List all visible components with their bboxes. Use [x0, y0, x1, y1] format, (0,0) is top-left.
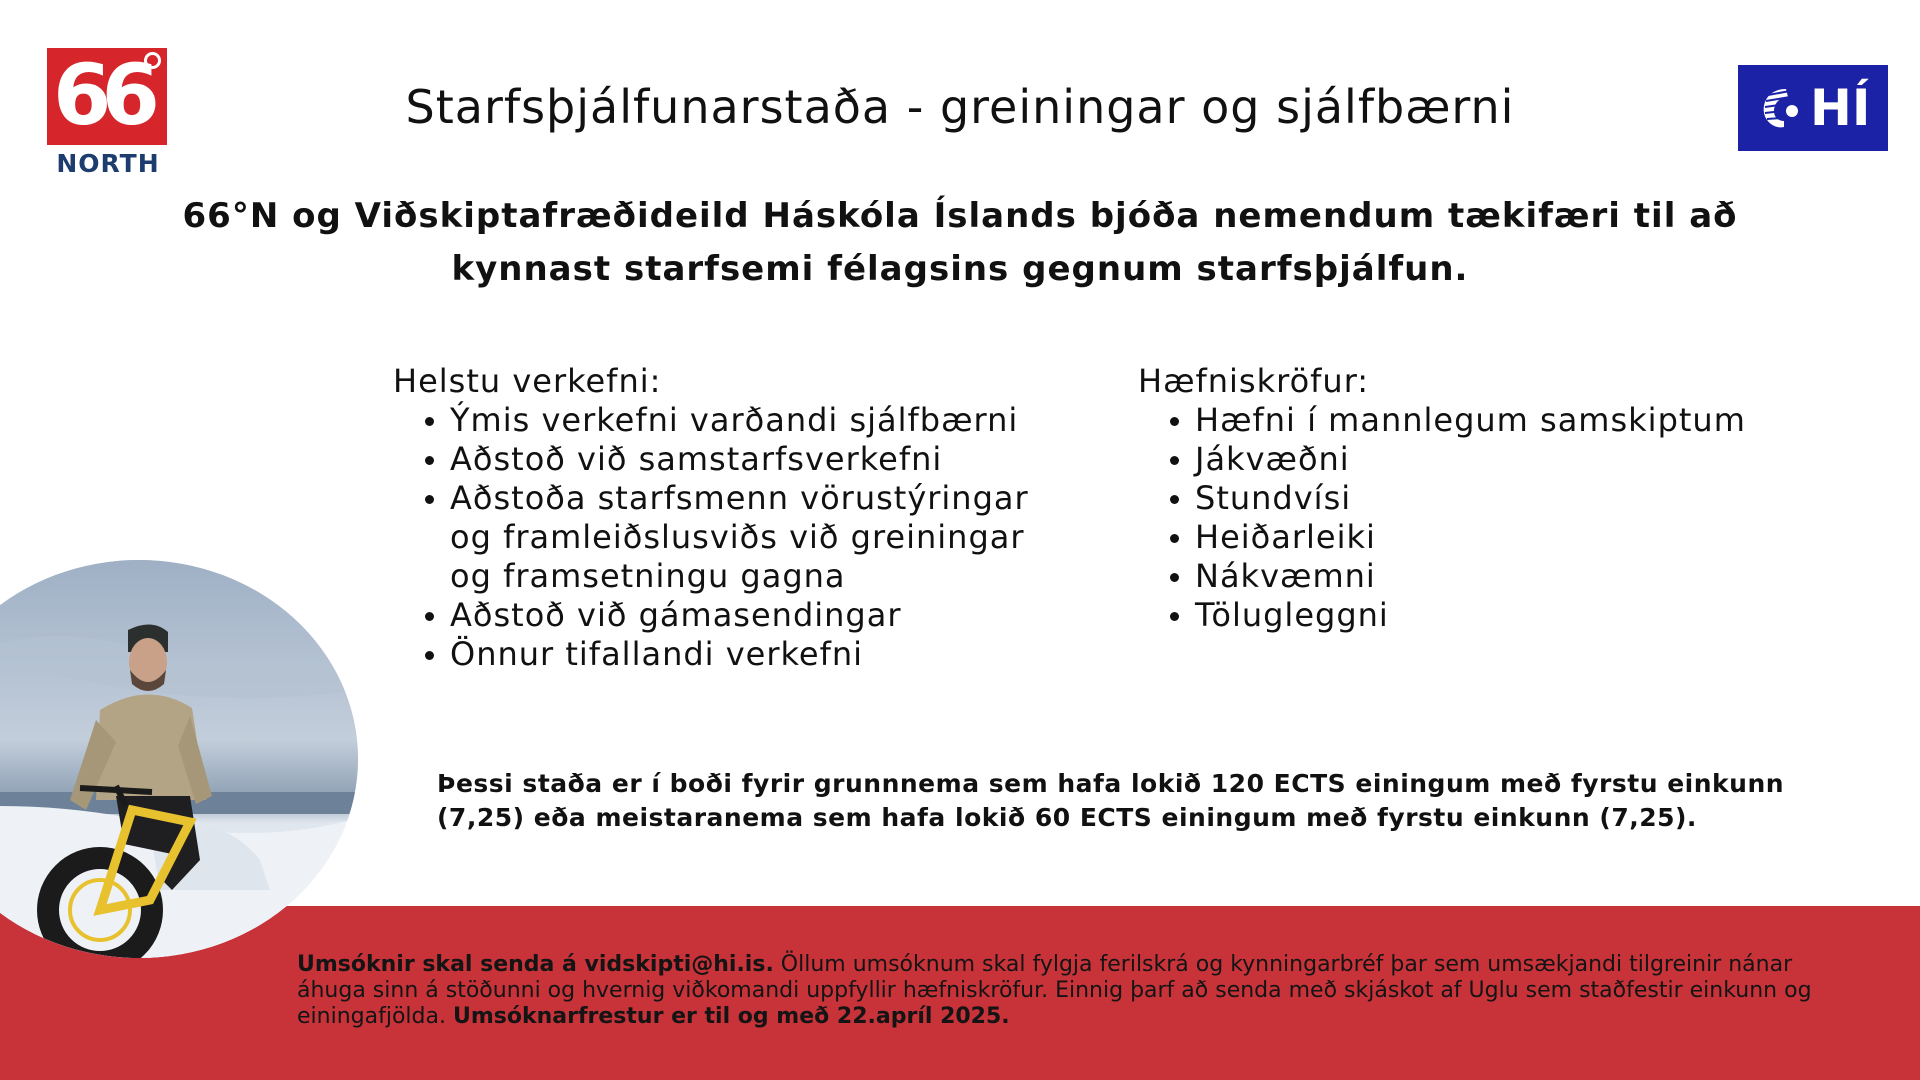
list-item: • Aðstoð við samstarfsverkefni: [450, 440, 1053, 479]
logo-word: NORTH: [56, 149, 160, 178]
application-instructions-text: Öllum umsóknum skal fylgja ferilskrá og kynningarbréf þar sem umsækjandi tilgreinir nánar áhuga sinn á stöðunni og hvernig viðkomandi uppfyllir hæfniskröfur. Einnig þarf að senda með skjáskot af Uglu sem staðfestir einkunn og einingafjölda.: [297, 952, 1812, 1029]
list-item: • Heiðarleiki: [1195, 518, 1758, 557]
list-item: • Hæfni í mannlegum samskiptum: [1195, 401, 1758, 440]
list-item: • Jákvæðni: [1195, 440, 1758, 479]
cyclist-illustration: [0, 560, 358, 958]
eligibility-text: Þessi staða er í boði fyrir grunnnema sem hafa lokið 120 ECTS einingum með fyrstu einkunn (7,25) eða meistaranema sem hafa lokið 60 ECTS einingum með fyrstu einkunn (7,25).: [437, 769, 1785, 832]
list-item: • Ýmis verkefni varðandi sjálfbærni: [450, 401, 1053, 440]
application-email-text: Umsóknir skal senda á vidskipti@hi.is.: [297, 952, 774, 977]
intro-text: 66°N og Viðskiptafræðideild Háskóla Íslands bjóða nemendum tækifæri til að kynnast starfsemi félagsins gegnum starfsþjálfun.: [182, 196, 1738, 289]
list-item: • Nákvæmni: [1195, 557, 1758, 596]
application-deadline-text: Umsóknarfrestur er til og með 22.apríl 2025: [452, 1004, 1002, 1029]
qualifications-list: [1138, 401, 1758, 635]
footer-text: [297, 952, 1837, 1030]
page-title: Starfsþjálfunarstaða - greiningar og sjálfbærni: [405, 80, 1515, 134]
deadline-period: .: [1001, 1004, 1010, 1029]
list-item: • Stundvísi: [1195, 479, 1758, 518]
list-item: • Aðstoð við gámasendingar: [450, 596, 1053, 635]
tasks-section: [393, 362, 1053, 674]
tasks-list: [393, 401, 1053, 674]
hi-logo-text: HÍ: [1810, 79, 1871, 137]
qualifications-section: [1138, 362, 1758, 635]
logo-number: 66: [53, 46, 150, 144]
tasks-heading: Helstu verkefni:: [393, 362, 662, 400]
list-item: • Tölugleggni: [1195, 596, 1758, 635]
list-item: • Önnur tifallandi verkefni: [450, 635, 1053, 674]
cyclist-photo: [0, 560, 358, 958]
qualifications-heading: Hæfniskröfur:: [1138, 362, 1370, 400]
logo-degree-mark: [144, 52, 161, 69]
list-item: • Aðstoða starfsmenn vörustýringar og framleiðslusviðs við greiningar og framsetningu gagna: [450, 479, 1053, 596]
